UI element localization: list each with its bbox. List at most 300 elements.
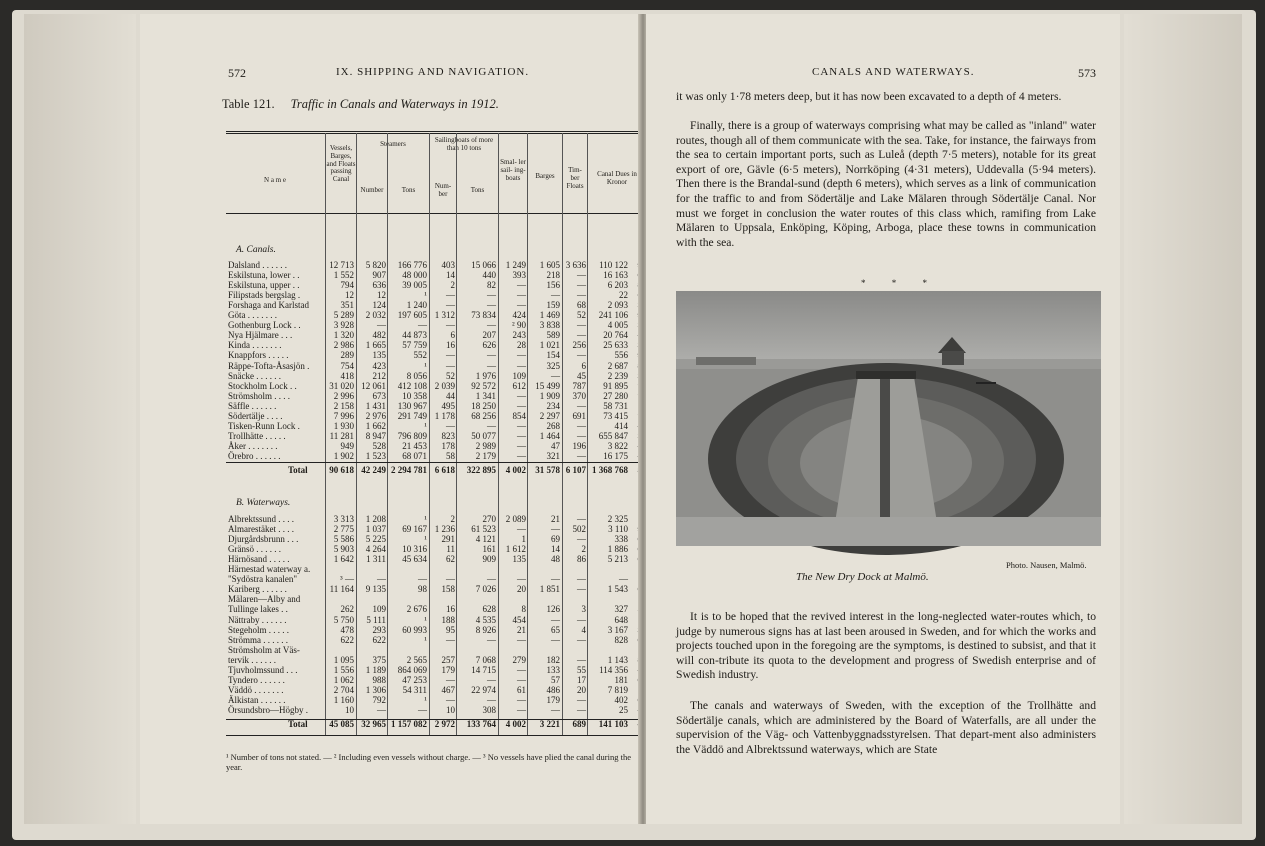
row-name: Örebro . . . . . . <box>228 450 281 461</box>
col-vessels: Vessels, Barges, and Floats passing Canal <box>326 144 356 184</box>
table-cell: 50 077 <box>471 430 496 441</box>
table-cell: 68 071 <box>402 450 427 461</box>
table-cell: 11 164 <box>329 584 354 595</box>
table-cell: — <box>418 704 427 715</box>
table-cell: — <box>517 440 526 451</box>
table-cell: 327 <box>614 604 628 615</box>
table-cell: 3 822 <box>607 440 628 451</box>
table-cell: 1 062 <box>333 674 354 685</box>
table-cell: — <box>377 704 386 715</box>
table-cell: ¹ <box>424 420 427 431</box>
table-cell: — <box>551 574 560 585</box>
table-cell: — <box>517 634 526 645</box>
table-cell: 133 764 <box>466 719 496 729</box>
table-cell: 21 453 <box>402 440 427 451</box>
table-cell: 130 967 <box>397 400 427 411</box>
table-cell: ³ — <box>340 574 354 585</box>
row-name: Strömma . . . . . . <box>228 634 288 645</box>
table-cell: 3 110 <box>608 524 628 535</box>
table-cell: 10 316 <box>402 544 427 555</box>
table-cell: 3 838 <box>539 320 560 331</box>
table-cell: 864 069 <box>397 664 427 675</box>
table-cell: 218 <box>546 270 560 281</box>
table-row <box>226 605 646 615</box>
table-cell: 1 <box>521 534 526 545</box>
table-cell: 2 704 <box>333 684 354 695</box>
table-cell: 22 974 <box>471 684 496 695</box>
row-name: Djurgårdsbrunn . . . <box>228 534 299 545</box>
table-cell: — <box>446 674 455 685</box>
table-cell: 197 605 <box>397 310 427 321</box>
table-cell: 402 <box>614 694 628 705</box>
table-cell: 5 750 <box>333 614 354 625</box>
table-cell: — <box>517 704 526 715</box>
row-name: Kariberg . . . . . . <box>228 584 287 595</box>
table-cell: 47 <box>551 440 560 451</box>
table-cell: 114 356 <box>599 664 628 675</box>
left-page <box>140 14 640 824</box>
row-name: Örsundsbro—Högby . <box>228 704 308 715</box>
table-cell: 7 996 <box>333 410 354 421</box>
table-cell: 2 093 <box>607 300 628 311</box>
table-cell: 44 <box>446 390 455 401</box>
table-cell: 257 <box>441 654 455 665</box>
table-cell: 2 972 <box>434 719 455 729</box>
table-cell: 2 <box>450 514 455 524</box>
table-cell: — <box>446 320 455 331</box>
table-cell: 655 847 <box>598 430 628 441</box>
row-name: Nättraby . . . . . . <box>228 614 287 625</box>
table-cell: 110 122 <box>599 260 628 270</box>
col-steamers: Steamers <box>380 140 406 148</box>
table-cell: 109 <box>372 604 386 615</box>
dry-dock-photo <box>676 291 1101 546</box>
table-cell: 8 <box>521 604 526 615</box>
table-cell: — <box>517 674 526 685</box>
table-cell: 16 163 <box>603 270 628 281</box>
table-cell: 133 <box>546 664 560 675</box>
table-cell: 375 <box>372 654 386 665</box>
row-name: "Sydöstra kanalen" <box>228 574 298 585</box>
table-cell: — <box>487 360 496 371</box>
table-cell: 2 775 <box>333 524 354 535</box>
table-cell: 158 <box>441 584 455 595</box>
table-cell: 256 <box>572 340 586 351</box>
photo-caption: The New Dry Dock at Malmö. <box>796 571 929 583</box>
table-cell: 2 039 <box>434 380 455 391</box>
table-cell: 2 158 <box>333 400 354 411</box>
table-cell: 5 289 <box>333 310 354 321</box>
table-cell: 1 902 <box>333 450 354 461</box>
table-cell: — <box>517 280 526 291</box>
section-waterways: B. Waterways. <box>236 498 291 508</box>
table-cell: 262 <box>340 604 354 615</box>
row-name: Snäcke . . . . . . <box>228 370 281 381</box>
row-name: Älkistan . . . . . . <box>228 694 286 705</box>
table-cell: 552 <box>413 350 427 361</box>
paragraph-2: Finally, there is a group of waterways comprising what may be called as "inland" water routes, though all of them communicate with the sea. Take, for instance, the fairways from the sea to certain important ports, such as Luleå (depth 7·5 meters), notable for its great export of ore, Gävle (6·5 meters), Norrköping (4·31 meters), Uddevalla (5·94 meters). Then there is the Brandal-sund (depth 6 meters), which serves as a link of communication for the traffic to and from Södertälje and Lake Mälaren through Södertälje Canal. Nor must we forget in conclusion the water routes of this class which, ramifing from Lake Mälaren to Uppsala, Enköping, Köping, Arboga, place these towns in communication with the sea. <box>676 119 1096 249</box>
table-cell: 178 <box>441 440 455 451</box>
table-cell: 141 103 <box>598 719 628 729</box>
table-cell: — <box>487 300 496 311</box>
table-cell: 1 464 <box>539 430 560 441</box>
table-cell: 10 <box>345 704 354 715</box>
row-name: Nya Hjälmare . . . <box>228 330 293 341</box>
row-name: Göta . . . . . . . <box>228 310 277 321</box>
row-name: Gränsö . . . . . . <box>228 544 281 555</box>
table-cell: 1 037 <box>365 524 386 535</box>
table-cell: — <box>577 330 586 341</box>
row-name: Knappfors . . . . . <box>228 350 289 361</box>
table-cell: 12 713 <box>329 260 354 270</box>
table-cell: 25 633 <box>603 340 628 351</box>
right-running-head: CANALS AND WATERWAYS. <box>812 66 975 78</box>
table-cell: 909 <box>482 554 496 565</box>
table-cell: 268 <box>546 420 560 431</box>
table-cell: 11 281 <box>329 430 354 441</box>
table-cell: — <box>577 534 586 545</box>
table-cell: 502 <box>572 524 586 535</box>
table-cell: — <box>487 420 496 431</box>
table-cell: 1 930 <box>333 420 354 431</box>
left-page-edges <box>24 14 136 824</box>
table-cell: 828 <box>614 634 628 645</box>
table-cell: 988 <box>372 674 386 685</box>
table-cell: — <box>487 350 496 361</box>
table-cell: 31 578 <box>535 465 560 475</box>
table-cell: 20 <box>577 684 586 695</box>
table-cell: — <box>487 574 496 585</box>
row-name: Kinda . . . . . . . <box>228 340 282 351</box>
table-cell: 27 280 <box>603 390 628 401</box>
table-cell: ² 90 <box>512 320 526 331</box>
row-name: Räppe-Tofta-Åsasjön . <box>228 360 310 371</box>
table-cell: — <box>517 420 526 431</box>
table-cell: — <box>577 280 586 291</box>
table-cell: — <box>446 360 455 371</box>
paragraph-4: The canals and waterways of Sweden, with the exception of the Trollhätte and Södertälje canals, which are administered by the Board of Waterfalls, are all under the supervision of the Väg- och Vattenbyggnadsstyrelsen. That depart-ment also administers the Väddö and Albrektssund waterways, which are State <box>676 699 1096 756</box>
table-cell: 32 965 <box>361 719 386 729</box>
table-cell: 14 715 <box>471 664 496 675</box>
table-cell: 1 886 <box>607 544 628 555</box>
table-cell: 2 976 <box>365 410 386 421</box>
table-cell: — <box>517 360 526 371</box>
table-cell: 61 523 <box>471 524 496 535</box>
table-footnote: ¹ Number of tons not stated. — ² Including even vessels without charge. — ³ No vessels have plied the canal during the year. <box>226 752 632 772</box>
table-cell: 18 250 <box>471 400 496 411</box>
table-cell: 2 986 <box>333 340 354 351</box>
table-cell: 622 <box>372 634 386 645</box>
table-cell: — <box>487 320 496 331</box>
table-cell: 60 993 <box>402 624 427 635</box>
row-name: Väddö . . . . . . . <box>228 684 284 695</box>
row-name: Dalsland . . . . . . <box>228 260 287 270</box>
table-row <box>226 706 646 716</box>
table-cell: 3 <box>581 604 586 615</box>
table-cell: 25 <box>619 704 628 715</box>
table-cell: — <box>446 290 455 301</box>
row-name: Åker . . . . . . . <box>228 440 278 451</box>
table-cell: 11 <box>446 544 455 555</box>
table-cell: — <box>418 320 427 331</box>
table-cell: 69 167 <box>402 524 427 535</box>
table-cell: 3 167 <box>607 624 628 635</box>
table-cell: 1 341 <box>475 390 496 401</box>
table-cell: 4 005 <box>607 320 628 331</box>
table-cell: 92 572 <box>471 380 496 391</box>
table-title <box>222 97 499 112</box>
table-cell: 454 <box>512 614 526 625</box>
table-cell: 21 <box>551 514 560 524</box>
row-name: Säffle . . . . . . <box>228 400 277 411</box>
table-cell: — <box>517 450 526 461</box>
table-cell: 2 <box>450 280 455 291</box>
row-name: Tjuvholmssund . . . <box>228 664 298 675</box>
table-cell: 418 <box>340 370 354 381</box>
table-cell: 796 809 <box>397 430 427 441</box>
table-cell: — <box>577 450 586 461</box>
table-cell: — <box>551 614 560 625</box>
dry-dock-image <box>676 291 1101 546</box>
row-name: Strömsholm . . . . <box>228 390 291 401</box>
table-cell: 622 <box>340 634 354 645</box>
table-cell: 414 <box>614 420 628 431</box>
paragraph-3: It is to be hoped that the revived interest in the long-neglected water-routes which, to judge by numerous signs has at last been aroused in Sweden, and for which the works and projects touched upon in the foregoing are the symptoms, is destined to subsist, and that it will con-tribute its quota to the development and progress of Swedish enterprise and of Swedish industry. <box>676 610 1096 682</box>
row-name: Tullinge lakes . . <box>228 604 288 615</box>
table-cell: 2 687 <box>607 360 628 371</box>
table-cell: 673 <box>372 390 386 401</box>
table-cell: ¹ <box>424 694 427 705</box>
table-cell: 45 <box>577 370 586 381</box>
table-cell: 166 776 <box>397 260 427 270</box>
right-page-edges <box>1124 14 1242 824</box>
table-cell: 321 <box>546 450 560 461</box>
table-cell: 68 256 <box>471 410 496 421</box>
total-label: Total <box>288 465 308 475</box>
table-cell: 1 976 <box>475 370 496 381</box>
table-cell: 478 <box>340 624 354 635</box>
table-cell: — <box>577 320 586 331</box>
table-cell: — <box>446 300 455 311</box>
table-cell: 5 820 <box>365 260 386 270</box>
row-name: Eskilstuna, upper . . <box>228 280 300 291</box>
table-cell: 124 <box>372 300 386 311</box>
table-cell: — <box>418 574 427 585</box>
table-cell: — <box>517 400 526 411</box>
table-cell: 6 <box>581 360 586 371</box>
table-cell: — <box>517 390 526 401</box>
table-cell: 949 <box>340 440 354 451</box>
table-cell: 4 <box>581 624 586 635</box>
table-cell: — <box>577 614 586 625</box>
table-total-row <box>226 720 646 730</box>
table-label: Table 121. <box>222 97 275 111</box>
table-cell: — <box>577 694 586 705</box>
table-cell: 854 <box>512 410 526 421</box>
table-cell: 69 <box>551 534 560 545</box>
table-cell: 154 <box>546 350 560 361</box>
table-cell: 12 061 <box>361 380 386 391</box>
table-cell: — <box>577 704 586 715</box>
table-cell: 1 612 <box>505 544 526 555</box>
table-cell: 5 213 <box>607 554 628 565</box>
table-cell: 2 565 <box>406 654 427 665</box>
table-cell: — <box>551 524 560 535</box>
table-cell: ¹ <box>424 534 427 545</box>
table-cell: 403 <box>441 260 455 270</box>
table-cell: 3 221 <box>539 719 560 729</box>
table-cell: — <box>517 524 526 535</box>
table-cell: 14 <box>551 544 560 555</box>
table-cell: 5 903 <box>333 544 354 555</box>
table-cell: 4 002 <box>505 465 526 475</box>
table-cell: 109 <box>512 370 526 381</box>
table-cell: 73 415 <box>603 410 628 421</box>
total-label: Total <box>288 719 308 729</box>
table-cell: 135 <box>372 350 386 361</box>
table-cell: 57 759 <box>402 340 427 351</box>
table-cell: 98 <box>418 584 427 595</box>
left-page-number: 572 <box>228 66 246 80</box>
table-cell: — <box>577 584 586 595</box>
table-cell: 3 928 <box>333 320 354 331</box>
table-cell: 68 <box>577 300 586 311</box>
table-cell: 16 <box>446 340 455 351</box>
table-cell: 2 <box>581 544 586 555</box>
table-cell: — <box>619 574 628 585</box>
table-cell: 45 085 <box>329 719 354 729</box>
table-cell: 787 <box>572 380 586 391</box>
table-cell: 45 634 <box>402 554 427 565</box>
table-cell: 1 556 <box>333 664 354 675</box>
table-cell: 4 535 <box>475 614 496 625</box>
table-cell: 628 <box>482 604 496 615</box>
table-cell: 1 240 <box>406 300 427 311</box>
table-cell: 39 005 <box>402 280 427 291</box>
table-cell: 82 <box>487 280 496 291</box>
table-cell: 159 <box>546 300 560 311</box>
table-cell: 1 189 <box>365 664 386 675</box>
table-cell: — <box>577 350 586 361</box>
row-name: Albrektssund . . . . <box>228 514 294 524</box>
table-cell: 44 873 <box>402 330 427 341</box>
table-cell: 54 311 <box>402 684 427 695</box>
table-cell: — <box>577 654 586 665</box>
table-cell: 31 020 <box>329 380 354 391</box>
section-canals: A. Canals. <box>236 245 276 255</box>
right-page <box>646 14 1120 824</box>
table-cell: 351 <box>340 300 354 311</box>
table-cell: 65 <box>551 624 560 635</box>
table-cell: 4 264 <box>365 544 386 555</box>
table-cell: — <box>446 350 455 361</box>
table-cell: 3 636 <box>565 260 586 270</box>
table-cell: 482 <box>372 330 386 341</box>
table-cell: 907 <box>372 270 386 281</box>
table-cell: 279 <box>512 654 526 665</box>
table-cell: 58 731 <box>603 400 628 411</box>
table-cell: 3 313 <box>333 514 354 524</box>
row-name: Gothenburg Lock . . <box>228 320 301 331</box>
table-cell: 1 320 <box>333 330 354 341</box>
table-cell: 52 <box>446 370 455 381</box>
table-cell: 8 947 <box>365 430 386 441</box>
table-cell: 16 175 <box>603 450 628 461</box>
table-cell: 6 203 <box>607 280 628 291</box>
table-cell: 291 749 <box>397 410 427 421</box>
table-cell: 8 926 <box>475 624 496 635</box>
table-cell: 308 <box>482 704 496 715</box>
table-cell: 1 160 <box>333 694 354 705</box>
right-page-number: 573 <box>1078 66 1096 80</box>
table-cell: 1 021 <box>539 340 560 351</box>
table-cell: 2 325 <box>607 514 628 524</box>
table-cell: 1 552 <box>333 270 354 281</box>
table-cell: 6 618 <box>434 465 455 475</box>
table-cell: ¹ <box>424 290 427 301</box>
table-cell: 486 <box>546 684 560 695</box>
table-cell: 61 <box>517 684 526 695</box>
table-cell: 55 <box>577 664 586 675</box>
table-cell: 2 297 <box>539 410 560 421</box>
table-cell: 1 157 082 <box>391 719 427 729</box>
table-cell: 794 <box>340 280 354 291</box>
table-cell: 6 107 <box>565 465 586 475</box>
row-name: Filipstads bergslag . <box>228 290 301 301</box>
table-cell: 179 <box>441 664 455 675</box>
table-cell: 495 <box>441 400 455 411</box>
table-cell: — <box>517 290 526 301</box>
table-cell: ¹ <box>424 360 427 371</box>
paragraph-1: it was only 1·78 meters deep, but it has now been excavated to a depth of 4 meters. <box>676 90 1062 103</box>
table-cell: 691 <box>572 410 586 421</box>
table-cell: 62 <box>446 554 455 565</box>
table-cell: 1 249 <box>505 260 526 270</box>
table-cell: — <box>577 400 586 411</box>
table-cell: 7 068 <box>475 654 496 665</box>
table-cell: 2 032 <box>365 310 386 321</box>
col-name: N a m e <box>264 176 286 184</box>
table-cell: — <box>517 300 526 311</box>
table-cell: — <box>487 694 496 705</box>
table-cell: 1 523 <box>365 450 386 461</box>
col-timber: Tim- ber Floats <box>566 166 584 190</box>
row-name: Södertälje . . . . <box>228 410 283 421</box>
table-cell: 7 819 <box>607 684 628 695</box>
table-cell: 626 <box>482 340 496 351</box>
table-cell: 338 <box>614 534 628 545</box>
table-cell: 1 178 <box>434 410 455 421</box>
table-cell: — <box>577 514 586 524</box>
table-cell: 423 <box>372 360 386 371</box>
table-cell: 15 066 <box>471 260 496 270</box>
table-cell: 15 499 <box>535 380 560 391</box>
table-row <box>226 616 646 626</box>
table-total-row <box>226 466 646 476</box>
row-name: Stockholm Lock . . <box>228 380 297 391</box>
row-name: Tisken-Runn Lock . <box>228 420 300 431</box>
table-cell: 440 <box>482 270 496 281</box>
table-cell: 47 253 <box>402 674 427 685</box>
table-cell: 370 <box>572 390 586 401</box>
section-stars: * * * <box>861 278 939 288</box>
row-name: Stegeholm . . . . . <box>228 624 289 635</box>
table-cell: 1 368 768 <box>592 465 628 475</box>
table-cell: — <box>487 674 496 685</box>
table-caption: Traffic in Canals and Waterways in 1912. <box>290 97 499 111</box>
table-cell: 17 <box>577 674 586 685</box>
table-cell: 1 665 <box>365 340 386 351</box>
